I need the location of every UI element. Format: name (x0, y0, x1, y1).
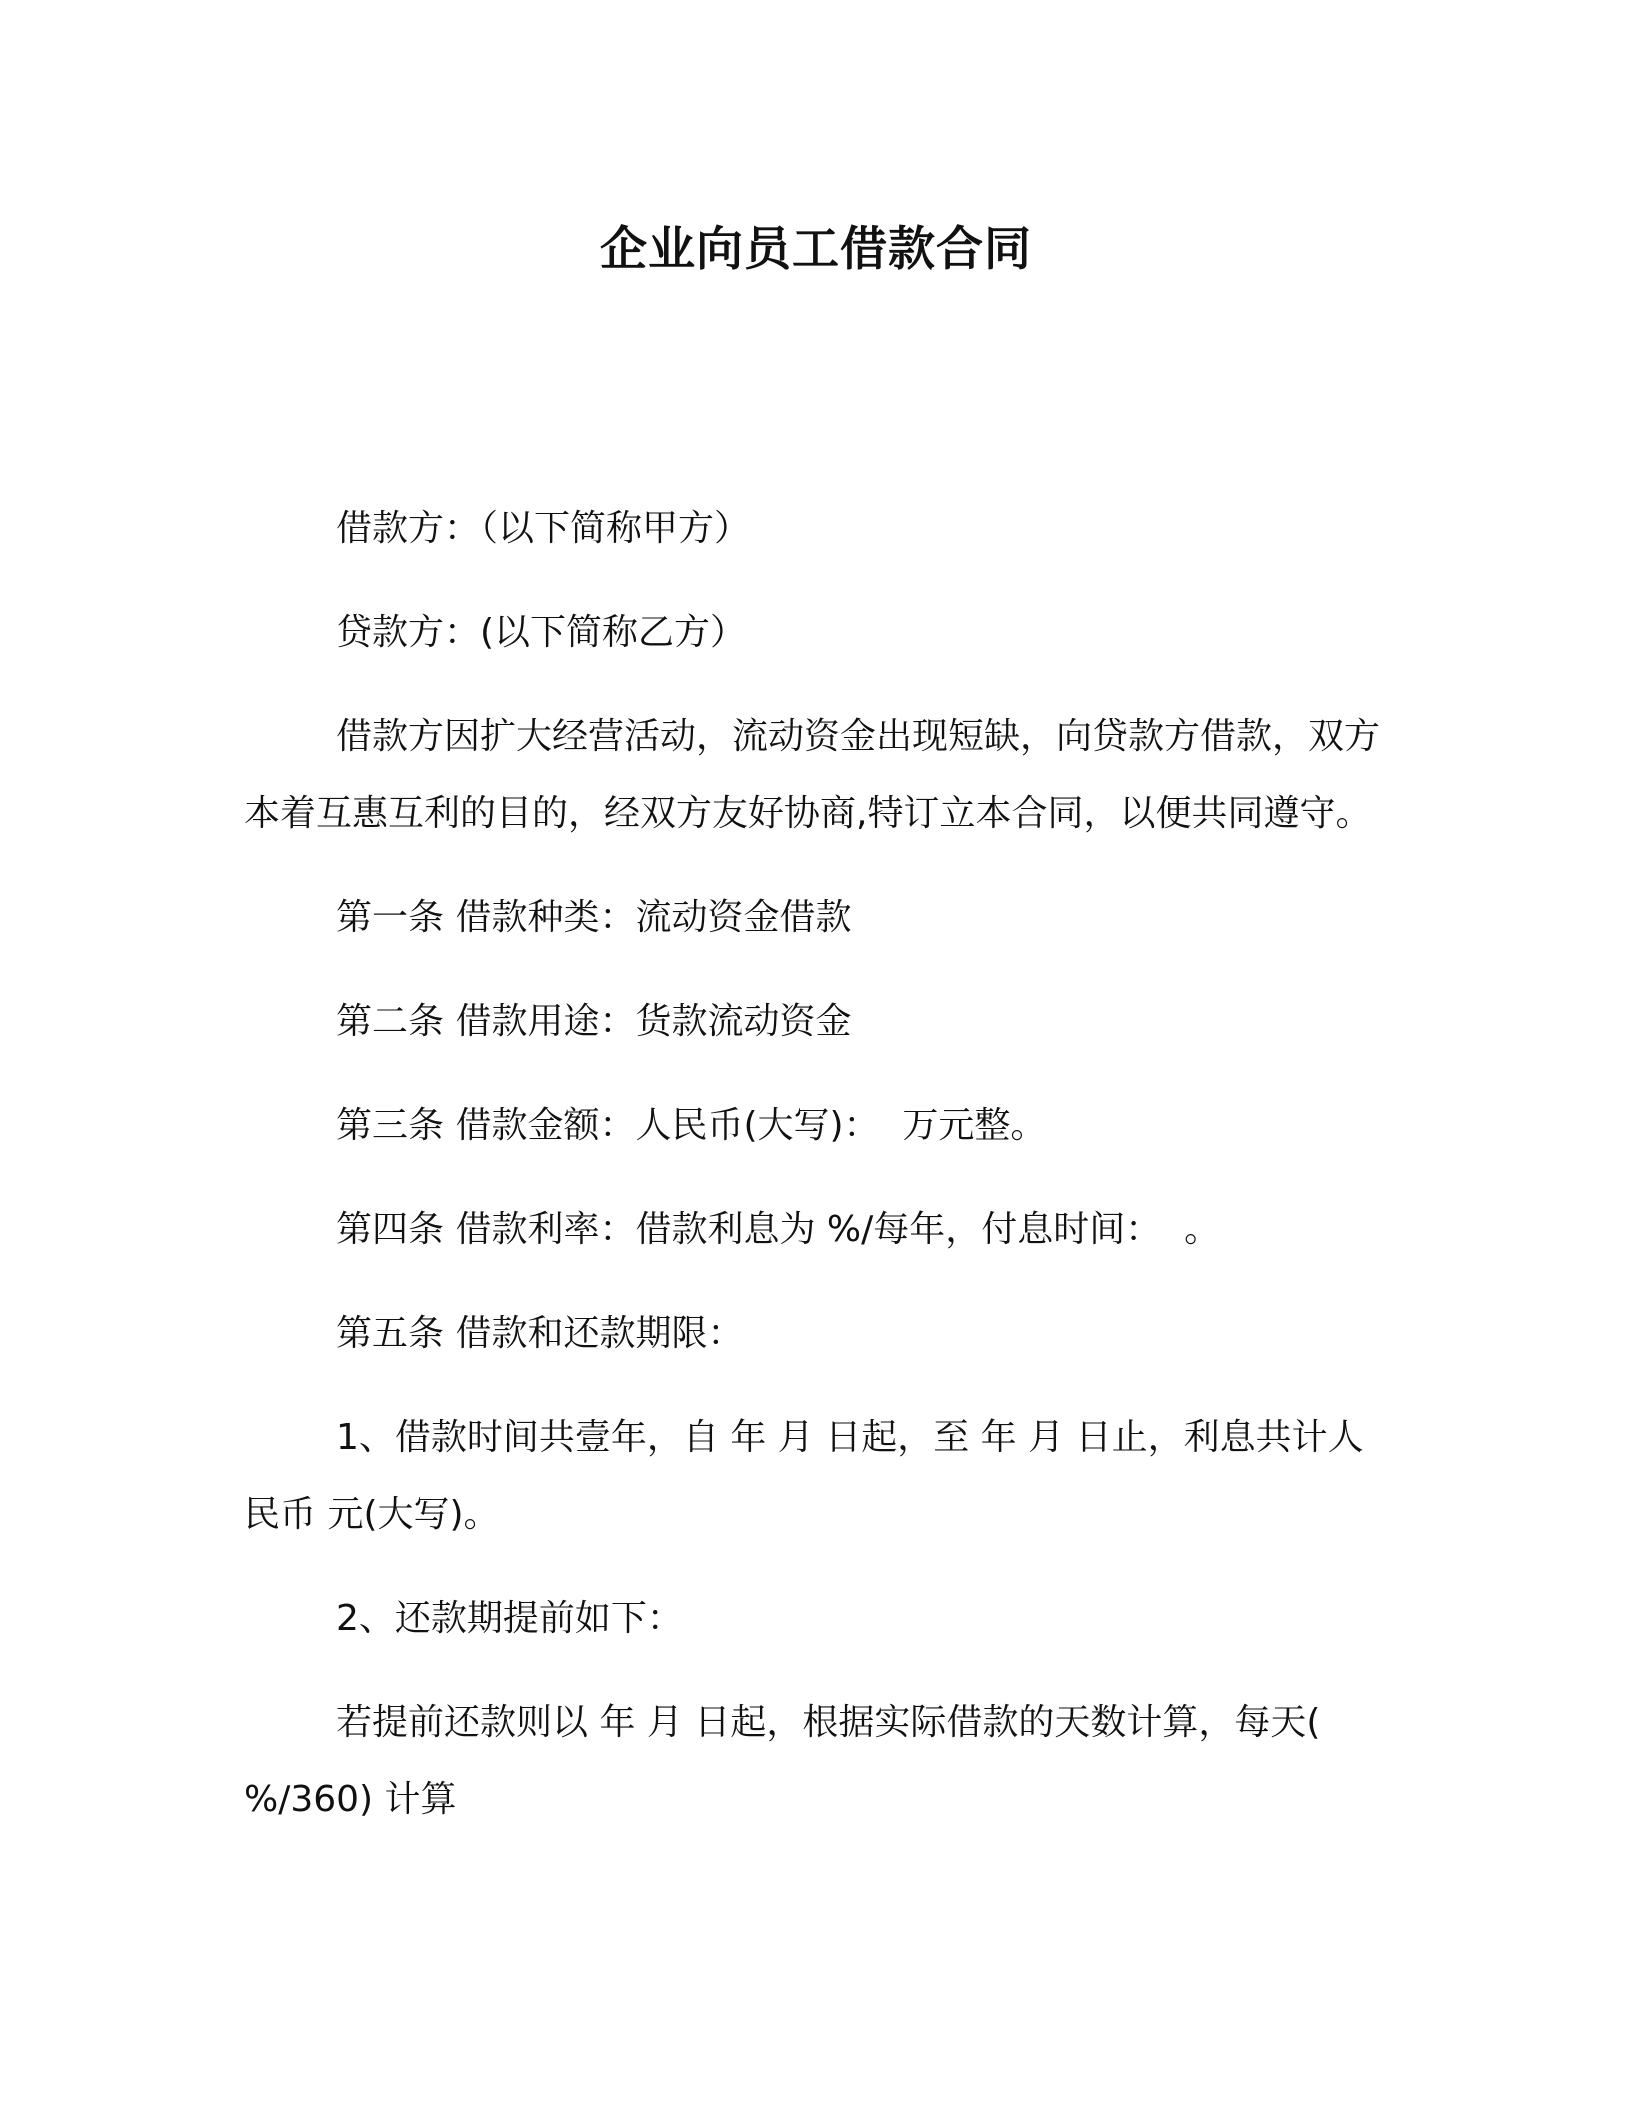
document-title: 企业向员工借款合同 (600, 222, 1032, 277)
paragraph-article-1: 第一条 借款种类：流动资金借款 (336, 897, 852, 938)
paragraph-article-2: 第二条 借款用途：货款流动资金 (336, 1001, 852, 1042)
paragraph-lender: 贷款方：(以下简称乙方） (336, 612, 747, 653)
paragraph-early-repayment: 若提前还款则以 年 月 日起，根据实际借款的天数计算，每天( %/360) 计算 (244, 1702, 1332, 1820)
document-body (244, 490, 1384, 1865)
paragraph-clause-1: 1、借款时间共壹年，自 年 月 日起，至 年 月 日止，利息共计人民币 元(大写)。 (244, 1417, 1364, 1535)
paragraph-borrower: 借款方：（以下简称甲方） (336, 508, 751, 549)
paragraph-article-3: 第三条 借款金额：人民币(大写)： 万元整。 (336, 1105, 1047, 1146)
paragraph-preamble: 借款方因扩大经营活动，流动资金出现短缺，向贷款方借款，双方本着互惠互利的目的，经双方友好协商,特订立本合同，以便共同遵守。 (244, 716, 1381, 834)
paragraph-article-4: 第四条 借款利率：借款利息为 %/每年，付息时间： 。 (336, 1209, 1221, 1250)
paragraph-clause-2: 2、还款期提前如下： (336, 1598, 683, 1639)
paragraph-article-5: 第五条 借款和还款期限： (336, 1313, 744, 1354)
